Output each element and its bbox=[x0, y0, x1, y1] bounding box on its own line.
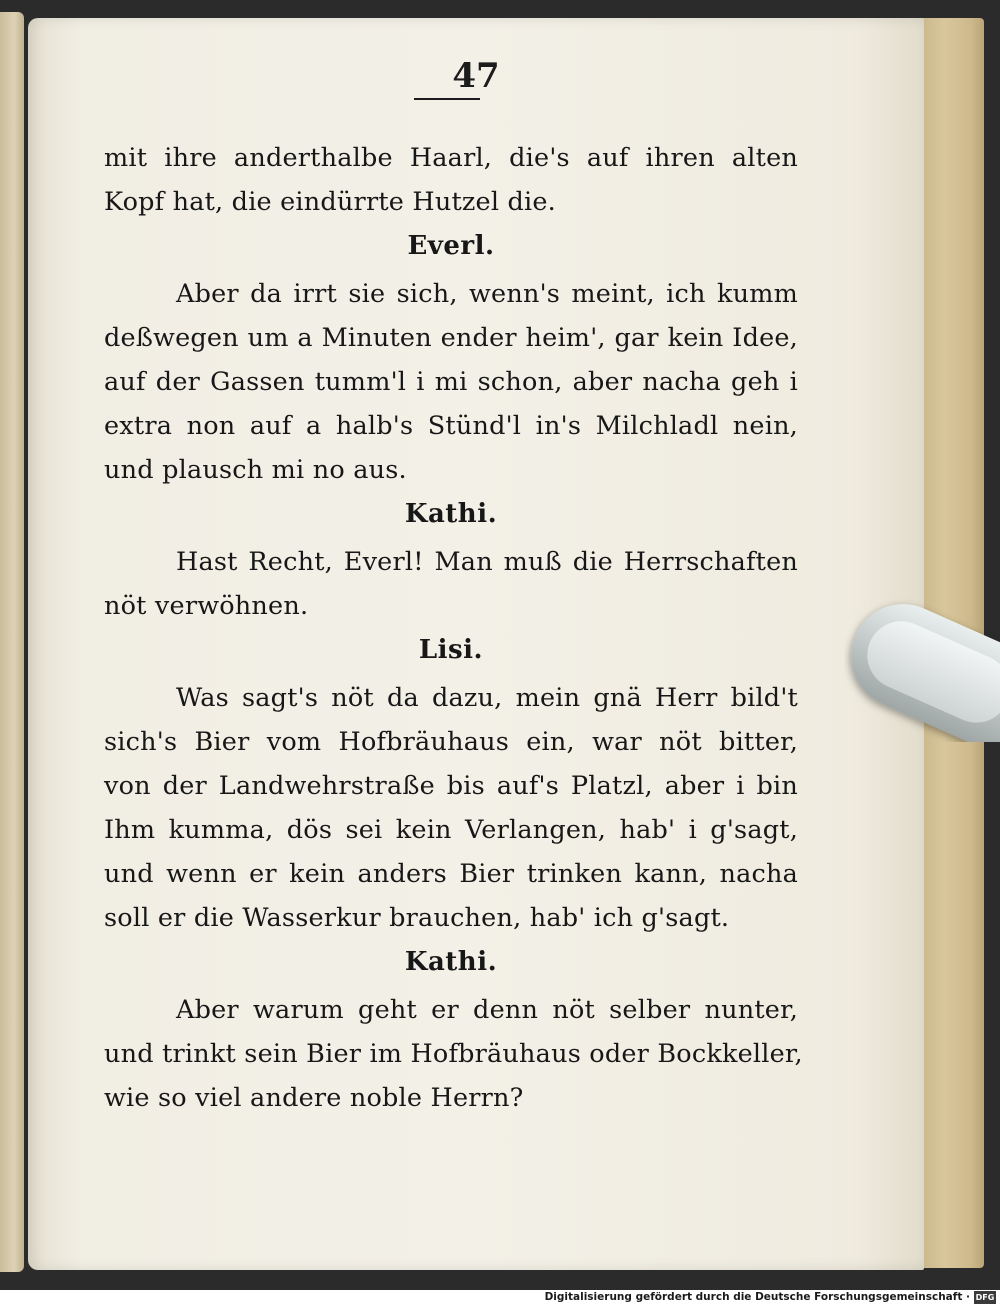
page-number: 47 bbox=[452, 56, 500, 96]
text-line: von der Landwehrstraße bis auf's Platzl, aber i bin bbox=[104, 771, 798, 801]
text-line: wie so viel andere noble Herrn? bbox=[104, 1083, 524, 1113]
clip-body bbox=[844, 592, 1000, 742]
text-line: und wenn er kein anders Bier trinken kann, nacha bbox=[104, 859, 798, 889]
page-text bbox=[104, 136, 803, 1120]
text-line: Hast Recht, Everl! Man muß die Herrschaften bbox=[176, 547, 798, 577]
book-page bbox=[28, 18, 924, 1270]
text-line: soll er die Wasserkur brauchen, hab' ich g'sagt. bbox=[104, 903, 730, 933]
text-line: extra non auf a halb's Stünd'l in's Milchladl nein, bbox=[104, 411, 798, 441]
dfg-logo: DFG bbox=[975, 1293, 995, 1302]
previous-page-edge bbox=[0, 12, 24, 1272]
text-line: und plausch mi no aus. bbox=[104, 455, 407, 485]
text-line: mit ihre anderthalbe Haarl, die's auf ihren alten bbox=[104, 143, 798, 173]
text-line: Kopf hat, die eindürrte Hutzel die. bbox=[104, 187, 556, 217]
text-line: Ihm kumma, dös sei kein Verlangen, hab' i g'sagt, bbox=[104, 815, 798, 845]
text-line: Was sagt's nöt da dazu, mein gnä Herr bild't bbox=[176, 683, 798, 713]
page-number-rule bbox=[414, 98, 480, 100]
text-line: Aber da irrt sie sich, wenn's meint, ich kumm bbox=[176, 279, 798, 309]
footer-bar bbox=[0, 1290, 1000, 1307]
speaker-name: Everl. bbox=[407, 231, 495, 261]
funding-notice: Digitalisierung gefördert durch die Deutsche Forschungsgemeinschaft · bbox=[544, 1291, 970, 1303]
text-line: deßwegen um a Minuten ender heim', gar kein Idee, bbox=[104, 323, 798, 353]
speaker-name: Kathi. bbox=[404, 499, 498, 529]
text-line: nöt verwöhnen. bbox=[104, 591, 309, 621]
text-line: Aber warum geht er denn nöt selber nunter, bbox=[176, 995, 798, 1025]
text-line: und trinkt sein Bier im Hofbräuhaus oder Bockkeller, bbox=[104, 1039, 803, 1069]
page-clip bbox=[844, 592, 1000, 742]
clip-highlight bbox=[856, 610, 1000, 733]
text-line: auf der Gassen tumm'l i mi schon, aber nacha geh i bbox=[104, 367, 798, 397]
text-line: sich's Bier vom Hofbräuhaus ein, war nöt bitter, bbox=[104, 727, 798, 757]
speaker-name: Lisi. bbox=[418, 635, 484, 665]
speaker-name: Kathi. bbox=[404, 947, 498, 977]
